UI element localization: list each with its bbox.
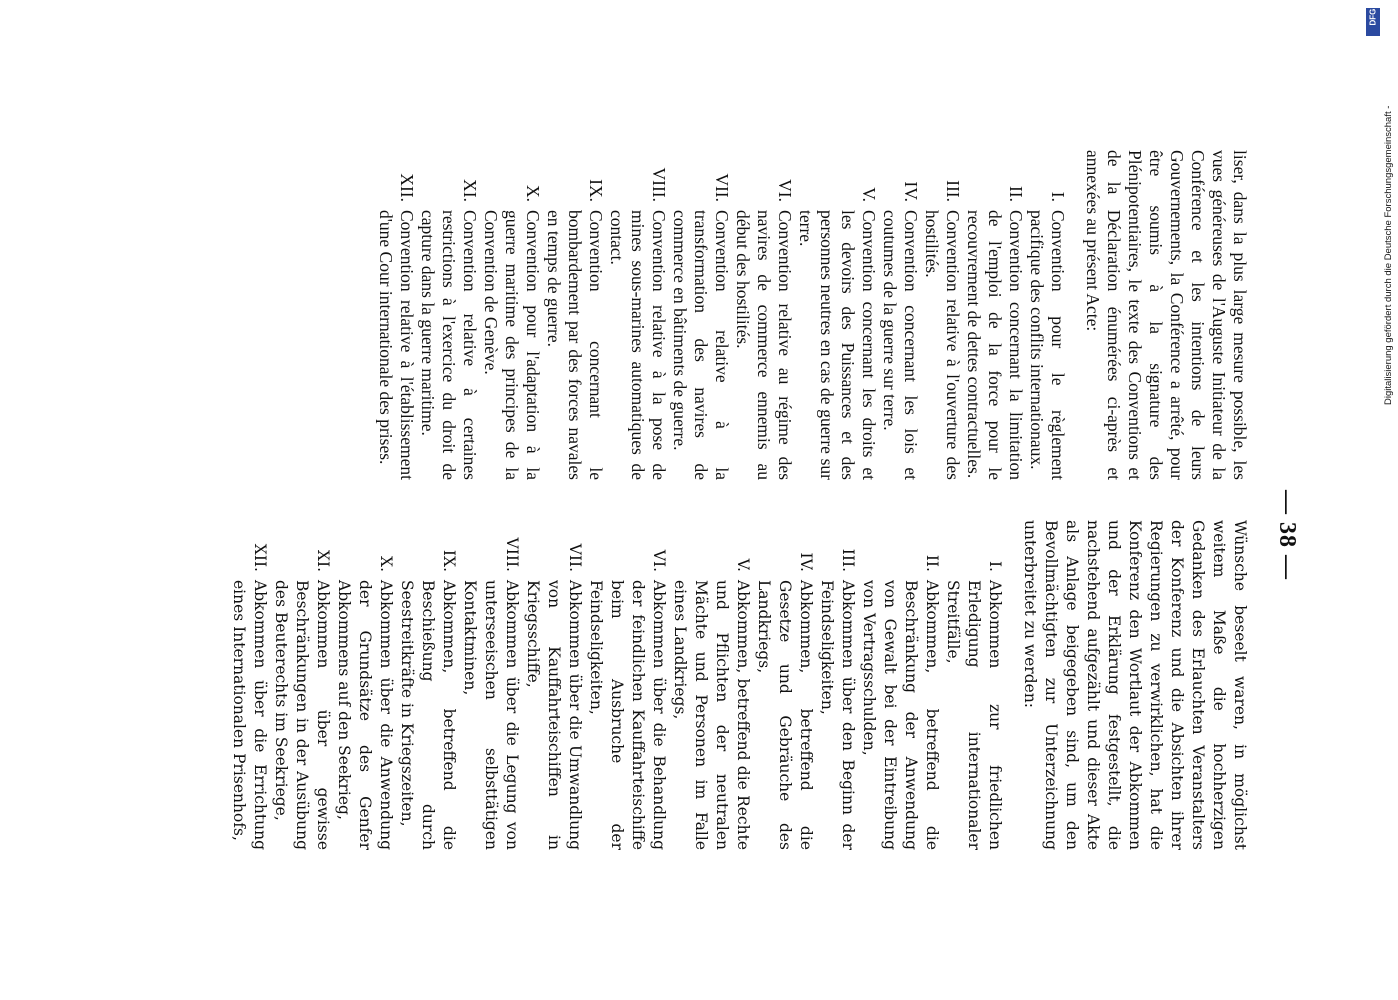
- german-list-item: [669, 520, 753, 850]
- item-text: Abkommen über die Anwendung der Grundsätze des Genfer Abkommens auf den Seekrieg,: [335, 580, 395, 850]
- german-items: [228, 520, 1005, 850]
- german-list-item: [228, 520, 270, 850]
- item-number: I.: [986, 560, 1004, 572]
- french-list-item: [669, 150, 732, 480]
- item-text: Convention pour le règlement pacifique des conflits internationaux.: [1027, 210, 1068, 480]
- item-text: Convention relative à l'établissement d'une Cour internationale des prises.: [376, 210, 417, 480]
- item-number: X.: [523, 184, 543, 202]
- item-text: Convention relative à la pose de mines sous-marines automatiques de contact.: [607, 210, 669, 480]
- item-number: IX.: [586, 179, 606, 202]
- item-text: Abkommen über die Behandlung der feindlichen Kauffahrteischiffe beim Ausbruche der Feindseligkeiten,: [587, 580, 668, 850]
- item-number: V.: [734, 558, 752, 572]
- item-text: Convention concernant les droits et les devoirs des Puissances et des personnes neutres en cas de guerre sur terre.: [796, 210, 879, 480]
- german-intro: Wünsche beseelt waren, in möglichst weitem Maße die hochherzigen Gedanken des Erlauchten Veranstalters der Konferenz und die Absichten ihrer Regierungen zu verwirklichen, hat die Konferenz den Wortlaut der Abkommen und der Erklärung festgestellt, die nachstehend aufgezählt und dieser Akte als Anlage beigegeben sind, um den Bevollmächtigten zur Unterzeichnung unterbreitet zu werden:: [1021, 520, 1249, 850]
- item-number: VIII.: [649, 167, 669, 202]
- german-list-item: [270, 520, 333, 850]
- item-text: Abkommen über gewisse Beschränkungen in der Ausübung des Beuterechts im Seekriege,: [272, 580, 332, 850]
- digitization-credit: [1362, 10, 1394, 405]
- item-number: IV.: [901, 181, 921, 202]
- item-number: XII.: [251, 543, 269, 572]
- item-text: Convention relative à la transformation des navires de commerce en bâtiments de guerre.: [670, 210, 732, 480]
- french-list-item: [921, 150, 963, 480]
- dfg-logo: DFG: [1366, 8, 1380, 36]
- item-text: Abkommen über die Umwandlung von Kauffahrteischiffen in Kriegsschiffe,: [524, 580, 584, 850]
- item-text: Convention relative au régime des navires de commerce ennemis au début des hostilités.: [733, 210, 795, 480]
- item-text: Abkommen über den Beginn der Feindseligkeiten,: [818, 580, 857, 850]
- german-list-item: [816, 520, 858, 850]
- french-list-item: [543, 150, 606, 480]
- item-text: Abkommen über die Errichtung eines Internationalen Prisenhofs,: [230, 580, 269, 850]
- item-text: Convention concernant la limitation de l'emploi de la force pour le recouvrement de dettes contractuelles.: [964, 210, 1026, 480]
- item-text: Abkommen, betreffend die Beschießung durch Seestreitkräfte in Kriegszeiten,: [398, 580, 458, 850]
- item-number: II.: [923, 554, 941, 572]
- item-text: Convention concernant les lois et coutumes de la guerre sur terre.: [880, 210, 921, 480]
- credit-text: Digitalisierung gefördert durch die Deutsche Forschungsgemeinschaft -: [1383, 105, 1394, 405]
- item-number: VII.: [712, 173, 732, 202]
- french-column: [375, 150, 1250, 480]
- item-text: Convention concernant le bombardement par des forces navales en temps de guerre.: [544, 210, 606, 480]
- item-number: XI.: [460, 179, 480, 202]
- german-list-item: [333, 520, 396, 850]
- item-number: VIII.: [503, 537, 521, 572]
- item-number: VI.: [775, 179, 795, 202]
- item-number: V.: [859, 187, 879, 202]
- item-number: IX.: [440, 549, 458, 572]
- item-number: VII.: [566, 543, 584, 572]
- french-list-item: [480, 150, 543, 480]
- french-list-item: [1026, 150, 1068, 480]
- item-text: Abkommen, betreffend die Gesetze und Gebräuche des Landkriegs,: [755, 580, 815, 850]
- item-number: III.: [839, 548, 857, 572]
- item-text: Convention relative à certaines restrictions à l'exercice du droit de capture dans la guerre maritime.: [418, 210, 480, 480]
- page-number: — 38 —: [1274, 490, 1300, 580]
- german-list-item: [585, 520, 669, 850]
- french-list-item: [963, 150, 1026, 480]
- item-text: Abkommen, betreffend die Rechte und Pflichten der neutralen Mächte und Personen im Falle eines Landkriegs,: [671, 580, 752, 850]
- german-list-item: [396, 520, 459, 850]
- french-list-item: [879, 150, 921, 480]
- item-number: X.: [377, 556, 395, 572]
- french-list-item: [417, 150, 480, 480]
- item-number: VI.: [650, 549, 668, 572]
- item-text: Convention relative à l'ouverture des hostilités.: [922, 210, 963, 480]
- german-list-item: [942, 520, 1005, 850]
- item-text: Convention pour l'adaptation à la guerre maritime des principes de la Convention de Genève.: [481, 210, 543, 480]
- item-text: Abkommen zur friedlichen Erledigung internationaler Streitfälle,: [944, 580, 1004, 850]
- german-list-item: [753, 520, 816, 850]
- french-items: [375, 150, 1068, 480]
- french-list-item: [795, 150, 879, 480]
- rotated-page: [190, 150, 1300, 850]
- item-number: II.: [1006, 185, 1026, 202]
- french-list-item: [732, 150, 795, 480]
- item-text: Abkommen, betreffend die Beschränkung der Anwendung von Gewalt bei der Eintreibung von Vertragsschulden,: [860, 580, 941, 850]
- item-number: XII.: [397, 173, 417, 202]
- item-number: XI.: [314, 549, 332, 572]
- german-column: [228, 520, 1250, 850]
- french-intro: liser, dans la plus large mesure possible, les vues généreuses de l'Auguste Initiateur de la Conférence et les intentions de leurs Gouvernements, la Conférence a arrêté, pour être soumis à la signature des Plénipotentiaires, le texte des Conventions et de la Déclaration énumérées ci-après et annexées au présent Acte:: [1083, 150, 1250, 480]
- german-list-item: [459, 520, 522, 850]
- item-text: Abkommen über die Legung von unterseeischen selbsttätigen Kontaktminen,: [461, 580, 521, 850]
- item-number: IV.: [797, 552, 815, 572]
- item-number: I.: [1048, 191, 1068, 202]
- french-list-item: [375, 150, 417, 480]
- item-number: III.: [943, 180, 963, 202]
- french-list-item: [606, 150, 669, 480]
- german-list-item: [522, 520, 585, 850]
- german-list-item: [858, 520, 942, 850]
